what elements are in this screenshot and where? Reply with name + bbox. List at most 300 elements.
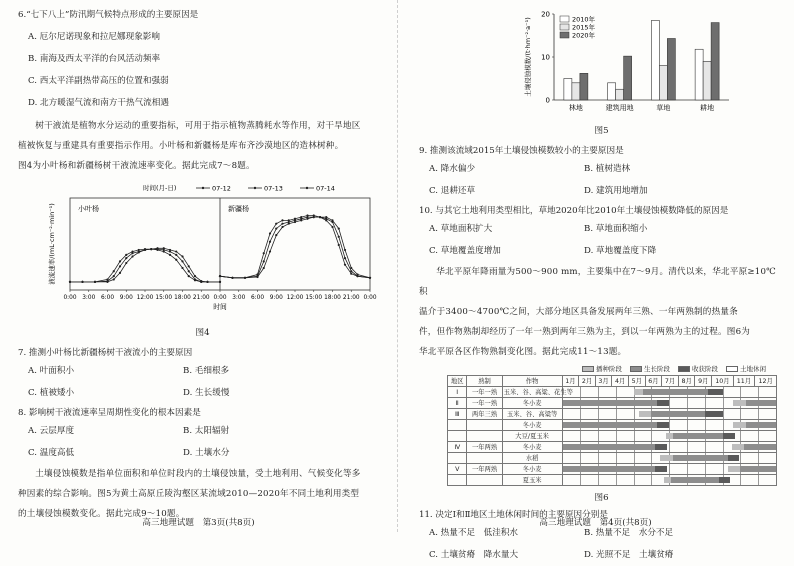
fig4-series-line-07-12: [70, 249, 220, 282]
fig4-xtick-label: 9:00: [269, 295, 283, 301]
fig6-header-cell: 5月: [629, 376, 646, 387]
fig6-row: [448, 464, 777, 475]
fig4-point-07-14: [194, 275, 196, 277]
fig4-legend-title: 时间(月-日): [143, 184, 177, 192]
fig6-month-gridline: [758, 409, 759, 419]
fig6-row: [448, 387, 777, 398]
q6-option-c: C. 西太平洋副热带高压的位置和强弱: [28, 76, 169, 86]
fig6-month-gridline: [740, 409, 741, 419]
fig4-point-07-13: [119, 265, 121, 267]
fig4-series-line-07-14: [70, 248, 220, 282]
fig6-month-gridline: [616, 475, 617, 485]
fig6-month-gridline: [651, 453, 652, 463]
fig6-phase-bar: [733, 400, 745, 406]
fig4-point-07-14: [344, 249, 346, 251]
fig6-row: [448, 442, 777, 453]
fig6-phase-bar: [744, 444, 776, 450]
fig6-phase-bar: [563, 400, 657, 406]
fig4-chart: [18, 178, 388, 320]
fig6-header-cell: 7月: [662, 376, 679, 387]
fig6-month-gridline: [705, 420, 706, 430]
fig6-phase-bar: [746, 422, 776, 428]
fig4-point-07-14: [200, 280, 202, 282]
left-page: [0, 0, 397, 532]
fig6-crop-cell: 玉米、谷、高粱等: [502, 409, 562, 420]
fig6-phase-bar: [655, 466, 667, 472]
fig4-point-07-14: [275, 234, 277, 236]
fig4-point-07-14: [231, 277, 233, 279]
fig6-month-gridline: [758, 387, 759, 397]
fig6-month-gridline: [598, 387, 599, 397]
fig6-header-cell: 3月: [595, 376, 612, 387]
fig4-point-07-14: [119, 272, 121, 274]
fig6-crop-cell: 冬小麦: [502, 442, 562, 453]
fig4-point-07-14: [319, 216, 321, 218]
fig4-point-07-14: [181, 255, 183, 257]
fig6-month-gridline: [598, 431, 599, 441]
fig6-legend-harvest: 收获阶段: [678, 364, 718, 373]
q8-option-b: B. 太阳辐射: [183, 426, 230, 436]
fig6-month-gridline: [705, 398, 706, 408]
fig6-month-gridline: [616, 453, 617, 463]
fig4-ylabel: 液流速率/(mL·cm⁻²·min⁻¹): [48, 203, 56, 285]
fig4-point-07-14: [369, 277, 371, 279]
q7-option-d: D. 生长缓慢: [183, 388, 230, 398]
fig4-xtick-label: 0:00: [213, 295, 227, 301]
fig4-point-07-13: [344, 257, 346, 259]
fig5-ylabel: 土壤侵蚀模数/(t·hm⁻²·a⁻¹): [524, 17, 532, 97]
q7-stem: 7. 推测小叶杨比新疆杨树干液流小的主要原因: [18, 348, 193, 358]
fig5-legend-swatch-2020年: [560, 32, 569, 38]
fig4-point-07-14: [294, 221, 296, 223]
fig6-system-cell: 一年一熟: [467, 398, 502, 409]
fig6-timeline-cell: [562, 475, 776, 486]
fig6-region-cell: Ⅱ: [448, 398, 467, 409]
fig6-month-gridline: [723, 464, 724, 474]
fig4-point-07-14: [144, 249, 146, 251]
fig4-xtick-label: 0:00: [363, 295, 377, 301]
fig6-timeline-cell: [562, 442, 776, 453]
intro1113-line1: 华北平原年降雨量为500～900 mm，主要集中在7～9月。清代以来，华北平原≥10℃积: [419, 267, 776, 297]
fig6-month-gridline: [723, 409, 724, 419]
fig6-crop-cell: 水稻: [502, 453, 562, 464]
fig4-point-07-14: [125, 262, 127, 264]
fig5-legend-swatch-2010年: [560, 16, 569, 22]
fig4-caption: 图4: [195, 328, 210, 338]
fig4-point-07-14: [325, 216, 327, 218]
fig6-system-cell: [467, 431, 502, 442]
fig6-region-cell: Ⅳ: [448, 442, 467, 453]
fig6-header-cell: 1月: [562, 376, 579, 387]
fig5-legend-label-2010年: 2010年: [572, 15, 596, 24]
fig6-month-gridline: [598, 475, 599, 485]
fig4-panel-title-1: 新疆杨: [228, 205, 249, 213]
fig6-month-gridline: [758, 431, 759, 441]
fig6-phase-bar: [673, 455, 728, 461]
fig6-timeline-cell: [562, 431, 776, 442]
fig6-system-cell: 一年一熟: [467, 387, 502, 398]
fig4-xtick-label: 6:00: [250, 295, 265, 301]
fig4-point-07-13: [275, 228, 277, 230]
fig6-month-gridline: [723, 442, 724, 452]
fig4-legend-marker-07-12: [202, 187, 204, 189]
fig6-month-gridline: [580, 475, 581, 485]
fig6-phase-bar: [563, 444, 655, 450]
fig4-point-07-13: [131, 252, 133, 254]
fig5-bar-2020年: [667, 39, 675, 100]
q10-option-c: C. 草地覆盖度增加: [429, 246, 501, 256]
fig6-region-cell: [448, 420, 467, 431]
fig4-point-07-14: [156, 247, 158, 249]
fig5-bar-2020年: [624, 56, 632, 100]
q9-option-c: C. 退耕还草: [429, 186, 476, 196]
fig6-phase-bar: [671, 477, 719, 483]
fig6-month-gridline: [687, 420, 688, 430]
fig6-row: [448, 398, 777, 409]
fig6-month-gridline: [758, 475, 759, 485]
fig6-month-gridline: [634, 409, 635, 419]
fig6-month-gridline: [616, 431, 617, 441]
fig4-point-07-12: [350, 273, 352, 275]
fig6-phase-bar: [673, 433, 723, 439]
fig6-system-cell: [467, 420, 502, 431]
q7-option-a: A. 叶面积小: [28, 366, 75, 376]
fig6-month-gridline: [740, 475, 741, 485]
fig4-xtick-label: 15:00: [305, 295, 323, 301]
intro910-line2: 种因素的综合影响。图5为黄土高原丘陵沟壑区某流域2010—2020年不同土地利用类型: [18, 489, 360, 499]
fig6-phase-bar: [664, 477, 671, 483]
fig4-point-07-12: [125, 254, 127, 256]
fig6-month-gridline: [634, 431, 635, 441]
fig4-point-07-14: [175, 250, 177, 252]
q11-option-d: D. 光照不足 土壤贫瘠: [584, 550, 674, 560]
fig6-legend: [419, 364, 766, 373]
fig6-row: [448, 420, 777, 431]
fig4-point-07-13: [194, 278, 196, 280]
fig4-point-07-14: [150, 248, 152, 250]
fig4-point-07-12: [175, 259, 177, 261]
fig4-point-07-12: [344, 264, 346, 266]
fig6-header-cell: 9月: [695, 376, 712, 387]
fig6-month-gridline: [651, 431, 652, 441]
q7-option-b: B. 毛细根多: [183, 366, 230, 376]
fig4-point-07-13: [175, 254, 177, 256]
fig6-phase-bar: [657, 400, 669, 406]
fig4-point-07-14: [306, 218, 308, 220]
fig4-point-07-13: [281, 223, 283, 225]
intro910-line3: 的土壤侵蚀模数变化。据此完成9～10题。: [18, 509, 185, 519]
fig4-point-07-13: [125, 257, 127, 259]
fig6-month-gridline: [723, 387, 724, 397]
fig6-row: [448, 453, 777, 464]
fig5-category-label: 林地: [568, 104, 583, 112]
fig6-system-cell: [467, 453, 502, 464]
fig6-phase-bar: [732, 444, 744, 450]
right-page: [397, 0, 794, 560]
fig5-category-label: 耕地: [700, 104, 715, 112]
fig6-month-gridline: [740, 453, 741, 463]
fig6-row: [448, 409, 777, 420]
fig6-header-cell: 2月: [579, 376, 596, 387]
fig6-timeline-cell: [562, 464, 776, 475]
left-footer: 高三地理试题 第3页(共8页): [142, 518, 255, 528]
intro1113-line4: 华北平原各区作物熟制变化图。据此完成11～13题。: [419, 347, 627, 357]
fig4-point-07-14: [81, 281, 83, 283]
fig6-month-gridline: [616, 409, 617, 419]
fig5-bar-2015年: [659, 66, 667, 100]
fig5-bar-2020年: [711, 23, 719, 100]
fig6-month-gridline: [580, 453, 581, 463]
fig4-point-07-12: [113, 270, 115, 272]
q6-stem: 6.“七下八上”防汛期气候特点形成的主要原因是: [18, 10, 199, 20]
intro78-line2: 植被恢复与重建具有重要指示作用。小叶杨和新疆杨是库布齐沙漠地区的造林树种。: [18, 141, 344, 151]
fig5-bar-2010年: [695, 49, 703, 100]
fig4-point-07-14: [69, 281, 71, 283]
fig4-xlabel: 时间: [213, 303, 227, 311]
fig6-month-gridline: [740, 387, 741, 397]
fig6-timeline-cell: [562, 387, 776, 398]
fig6-month-gridline: [705, 464, 706, 474]
intro78-line3: 图4为小叶杨和新疆杨树干液流速率变化。据此完成7～8题。: [18, 161, 255, 171]
fig5-legend-label-2015年: 2015年: [572, 23, 596, 32]
fig4-xtick-label: 0:00: [63, 295, 77, 301]
fig6-system-cell: 一年两熟: [467, 464, 502, 475]
fig4-point-07-12: [188, 275, 190, 277]
fig6-legend-fallow: 土地休闲: [726, 364, 766, 373]
fig5-bar-2015年: [703, 61, 711, 100]
fig6-month-gridline: [598, 453, 599, 463]
fig4-point-07-14: [300, 219, 302, 221]
fig4-point-07-12: [181, 267, 183, 269]
fig6-crop-cell: 玉米、谷、高粱、花生等: [503, 388, 573, 396]
fig6-phase-bar: [723, 433, 735, 439]
fig4-point-07-14: [288, 223, 290, 225]
fig5-caption: 图5: [594, 126, 609, 136]
q11-option-a: A. 热量不足 低洼积水: [429, 528, 519, 538]
intro1113-line2: 温介于3400～4700℃之间，大部分地区具备发展两年三熟、一年两熟制的热量条: [419, 307, 738, 317]
q8-option-d: D. 土壤水分: [183, 448, 230, 458]
fig6-region-cell: [448, 475, 467, 486]
fig4-point-07-13: [181, 260, 183, 262]
fig4-legend-marker-07-14: [306, 187, 308, 189]
fig6-month-gridline: [723, 398, 724, 408]
q7-option-c: C. 植被矮小: [28, 388, 75, 398]
fig6-phase-bar: [733, 422, 745, 428]
fig4-series-line-07-12: [220, 216, 370, 278]
fig6-header-cell: 8月: [678, 376, 695, 387]
q8-option-a: A. 云层厚度: [28, 426, 75, 436]
fig4-xtick-label: 18:00: [174, 295, 191, 301]
intro78-line1: 树干液流是植物水分运动的重要指标，可用于指示植物蒸腾耗水等作用，对干旱地区: [35, 121, 361, 131]
fig4-point-07-14: [138, 251, 140, 253]
fig6-month-gridline: [580, 409, 581, 419]
fig4-point-07-12: [169, 254, 171, 256]
q8-stem: 8. 影响树干液流速率呈周期性变化的根本因素是: [18, 408, 201, 418]
fig6-system-cell: 两年三熟: [467, 409, 502, 420]
fig4-point-07-14: [331, 219, 333, 221]
q11-option-b: B. 热量不足 水分不足: [584, 528, 674, 538]
fig6-month-gridline: [669, 398, 670, 408]
fig6-header-cell: 11月: [733, 376, 755, 387]
fig4-point-07-14: [94, 281, 96, 283]
fig4-panel-title-0: 小叶杨: [78, 205, 99, 213]
fig4-point-07-14: [131, 255, 133, 257]
fig6-region-cell: [448, 431, 467, 442]
fig4-xtick-label: 15:00: [155, 295, 173, 301]
fig6-crop-cell: 夏玉米: [502, 475, 562, 486]
fig5-bar-2010年: [564, 79, 572, 101]
fig4-point-07-14: [188, 265, 190, 267]
fig4-point-07-12: [275, 223, 277, 225]
fig6-phase-bar: [740, 466, 776, 472]
fig4-xtick-label: 3:00: [82, 295, 96, 301]
fig6-month-gridline: [687, 398, 688, 408]
fig4-xtick-label: 3:00: [232, 295, 246, 301]
q10-option-d: D. 草地覆盖度下降: [584, 246, 657, 256]
fig6-header-cell: 10月: [712, 376, 734, 387]
q6-option-b: B. 南海及西太平洋的台风活动频率: [28, 54, 161, 64]
fig4-point-07-13: [338, 236, 340, 238]
fig4-point-07-14: [106, 281, 108, 283]
fig6-timeline-cell: [562, 420, 776, 431]
fig4-point-07-13: [350, 270, 352, 272]
fig6-month-gridline: [687, 442, 688, 452]
fig5-bar-2010年: [651, 20, 659, 100]
fig6-table: [447, 375, 777, 486]
fig4-xtick-label: 21:00: [342, 295, 360, 301]
fig6-header-cell: 12月: [755, 376, 777, 387]
fig4-point-07-14: [219, 275, 221, 277]
fig4-point-07-12: [331, 226, 333, 228]
q6-option-a: A. 厄尔尼诺现象和拉尼娜现象影响: [28, 32, 160, 42]
fig6-header-cell: 作物: [502, 376, 562, 387]
fig4-xtick-label: 18:00: [324, 295, 341, 301]
fig4-legend-marker-07-13: [254, 187, 256, 189]
fig6-month-gridline: [634, 475, 635, 485]
fig6-caption: 图6: [594, 493, 609, 503]
fig6-month-gridline: [687, 464, 688, 474]
fig6-month-gridline: [634, 453, 635, 463]
q9-option-d: D. 建筑用地增加: [584, 186, 648, 196]
fig4-point-07-13: [188, 270, 190, 272]
fig6-month-gridline: [723, 420, 724, 430]
fig6-phase-bar: [708, 389, 722, 395]
fig6-month-gridline: [580, 387, 581, 397]
fig4-point-07-14: [281, 226, 283, 228]
fig5-category-label: 草地: [656, 104, 671, 112]
fig6-region-cell: [448, 453, 467, 464]
fig6-phase-bar: [655, 444, 667, 450]
fig5-legend-swatch-2015年: [560, 24, 569, 30]
fig6-system-cell: 一年两熟: [467, 442, 502, 453]
fig4-xtick-label: 9:00: [119, 295, 133, 301]
fig6-month-gridline: [598, 409, 599, 419]
fig4-point-07-13: [269, 241, 271, 243]
fig5-legend-label-2020年: 2020年: [572, 31, 596, 40]
fig6-timeline-cell: [562, 453, 776, 464]
fig4-legend-label-07-14: 07-14: [316, 184, 335, 193]
q10-option-b: B. 草地面积缩小: [584, 224, 648, 234]
fig4-point-07-14: [206, 281, 208, 283]
fig6-phase-bar: [705, 411, 723, 417]
fig5-bar-2020年: [580, 73, 588, 100]
fig6-system-cell: [467, 475, 502, 486]
right-footer: 高三地理试题 第4页(共8页): [539, 518, 652, 528]
fig6-phase-bar: [651, 411, 704, 417]
fig4-point-07-14: [256, 276, 258, 278]
fig6-phase-bar: [728, 455, 739, 461]
fig6-crop-cell: 冬小麦: [502, 420, 562, 431]
fig6-timeline-cell: [562, 409, 776, 420]
fig5-bar-2015年: [616, 89, 624, 100]
fig6-phase-bar: [563, 422, 657, 428]
q11-stem: 11. 决定Ⅰ和Ⅱ地区土地休闲时间的主要原因分别是: [419, 510, 608, 520]
fig6-phase-bar: [728, 466, 740, 472]
fig6-header-cell: 地区: [448, 376, 467, 387]
q9-option-b: B. 植树造林: [584, 164, 631, 174]
fig6-month-gridline: [669, 420, 670, 430]
fig6-row: [448, 431, 777, 442]
fig6-region-cell: Ⅲ: [448, 409, 467, 420]
fig6-legend-growing: 生长阶段: [630, 364, 670, 373]
fig4-point-07-14: [350, 267, 352, 269]
fig6-phase-bar: [643, 389, 709, 395]
fig5-ytick-label: 10: [541, 53, 550, 62]
fig4-legend-label-07-12: 07-12: [212, 184, 231, 193]
q11-option-c: C. 土壤贫瘠 降水量大: [429, 550, 519, 560]
fig4-xtick-label: 6:00: [100, 295, 115, 301]
fig6-row: [448, 475, 777, 486]
fig6-phase-bar: [666, 433, 673, 439]
q10-stem: 10. 与其它土地利用类型相比，草地2020年比2010年土壤侵蚀模数降低的原因是: [419, 206, 729, 216]
intro910-line1: 土壤侵蚀模数是指单位面积和单位时段内的土壤侵蚀量，受土地利用、气候变化等多: [35, 469, 361, 479]
fig6-region-cell: Ⅰ: [448, 387, 467, 398]
fig4-point-07-14: [356, 273, 358, 275]
fig6-crop-cell: 大豆/夏玉米: [502, 431, 562, 442]
fig4-point-07-14: [169, 249, 171, 251]
fig6-month-gridline: [616, 387, 617, 397]
fig5-ytick-label: 0: [545, 96, 550, 105]
fig4-point-07-14: [263, 267, 265, 269]
fig6-crop-cell: 冬小麦: [502, 464, 562, 475]
fig4-point-07-14: [313, 216, 315, 218]
q8-option-c: C. 温度高低: [28, 448, 75, 458]
fig6-header-cell: 熟制: [467, 376, 502, 387]
fig5-chart: [514, 8, 734, 120]
fig6-phase-bar: [639, 411, 651, 417]
fig4-point-07-14: [163, 247, 165, 249]
fig6-phase-bar: [660, 455, 672, 461]
fig4-xtick-label: 12:00: [286, 295, 304, 301]
fig6-phase-bar: [563, 466, 655, 472]
fig4-legend-label-07-13: 07-13: [264, 184, 283, 193]
fig4-point-07-12: [119, 260, 121, 262]
fig6-phase-bar: [746, 400, 776, 406]
q9-stem: 9. 推测该流域2015年土壤侵蚀模数较小的主要原因是: [419, 146, 624, 156]
fig6-phase-bar: [719, 477, 730, 483]
fig4-point-07-14: [113, 278, 115, 280]
fig4-point-07-14: [269, 250, 271, 252]
fig6-month-gridline: [669, 442, 670, 452]
q9-option-a: A. 降水偏少: [429, 164, 476, 174]
fig4-point-07-12: [263, 252, 265, 254]
fig5-category-label: 建筑用地: [605, 104, 634, 112]
fig6-month-gridline: [758, 453, 759, 463]
fig6-month-gridline: [740, 431, 741, 441]
fig6-month-gridline: [580, 431, 581, 441]
q6-option-d: D. 北方暖湿气流和南方干热气流相遇: [28, 98, 169, 108]
fig4-point-07-13: [113, 275, 115, 277]
